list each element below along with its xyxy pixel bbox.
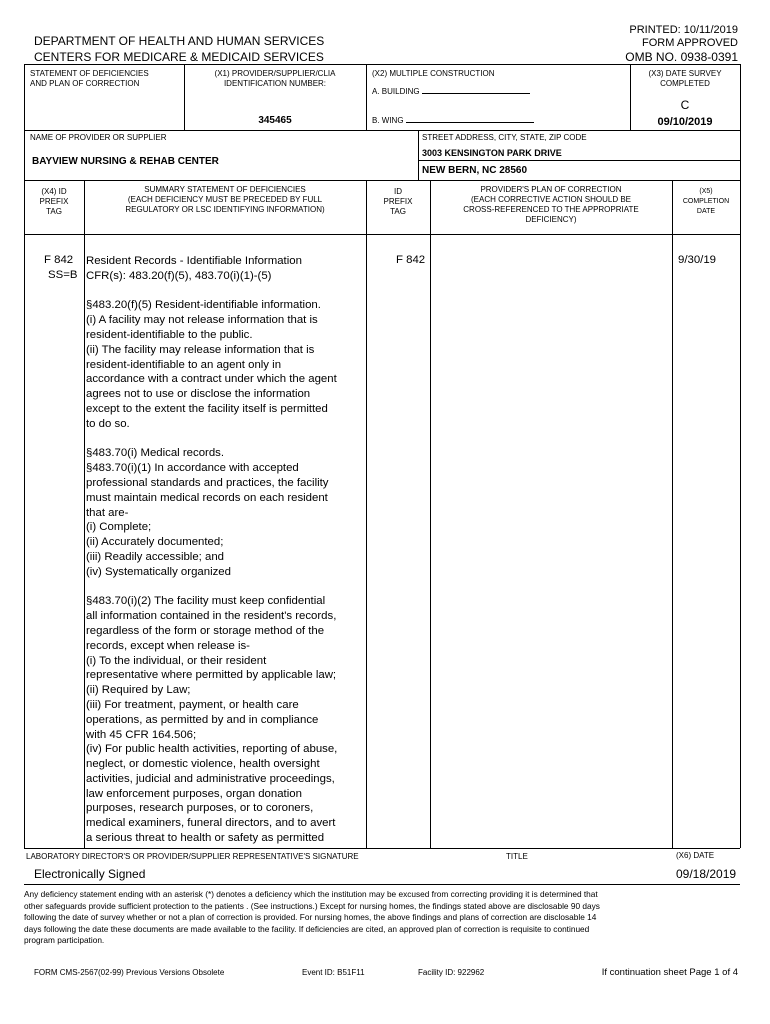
rule: [24, 130, 740, 131]
survey-date: 09/10/2019: [657, 116, 713, 128]
statement-label: [30, 69, 149, 89]
completion-date: 9/30/19: [678, 254, 717, 266]
plan-id-tag: F 842: [396, 254, 426, 266]
rule: [740, 64, 741, 848]
summary-statement-header: [84, 185, 366, 215]
id-line-3: TAG: [390, 207, 406, 216]
paragraph-medical-records: §483.70(i) Medical records. §483.70(i)(1) In accordance with accepted professional standards and practices, the facility must maintain medical records on each resident that are- (i) Complete; (ii) Accurately documented; (iii) Readily accessible; and (iv) Systematically organized: [86, 447, 329, 578]
rule: [418, 130, 419, 180]
city-state-zip: NEW BERN, NC 28560: [422, 165, 528, 176]
form-approved: FORM APPROVED: [642, 37, 738, 49]
form-number: FORM CMS-2567(02-99) Previous Versions Obsolete: [34, 968, 225, 977]
building-blank: [422, 85, 530, 94]
scope-severity: SS=B: [48, 269, 78, 281]
signature-date: 09/18/2019: [676, 867, 737, 881]
signature-label: LABORATORY DIRECTOR'S OR PROVIDER/SUPPLIER REPRESENTATIVE'S SIGNATURE: [26, 852, 359, 861]
plan-line-2: (EACH CORRECTIVE ACTION SHOULD BE: [470, 195, 632, 204]
deficiency-text: [86, 254, 364, 846]
x4-line-3: TAG: [46, 207, 62, 216]
x1-label: [184, 69, 366, 89]
rule: [24, 180, 740, 181]
rule: [24, 234, 740, 235]
date-label: (X6) DATE: [676, 851, 715, 860]
paragraph-confidentiality: §483.70(i)(2) The facility must keep confidential all information contained in the resident's records, regardless of the form or storage method of the records, except when release is- (i) To the individual, or their resident representative where permitted by applicable law; (ii) Required by Law; (iii) For treatment, payment, or health care operations, as permitted by and in compliance with 45 CFR 164.506; (iv) For public health activities, reporting of abuse, neglect, or domestic violence, health oversight activities, judicial and administrative proceedings, law enforcement purposes, organ donation purposes, research purposes, or to coroners, medical examiners, funeral directors, and to avert a serious threat to health or safety as permitted: [86, 595, 338, 845]
id-line-2: PREFIX: [383, 197, 413, 206]
provider-name: BAYVIEW NURSING & REHAB CENTER: [32, 156, 219, 167]
wing-blank: [406, 114, 534, 123]
address-label: STREET ADDRESS, CITY, STATE, ZIP CODE: [422, 133, 587, 142]
rule: [84, 180, 85, 848]
deficiency-cfr: CFR(s): 483.20(f)(5), 483.70(i)(1)-(5): [86, 269, 272, 282]
x4-line-2: PREFIX: [39, 197, 69, 206]
id-prefix-tag-header: [366, 187, 430, 217]
disclaimer-text: Any deficiency statement ending with an asterisk (*) denotes a deficiency which the institution may be excused from correcting providing it is determined that other safeguards provide sufficient protection to the patients . (See instructions.) Except for nursing homes, the findings stated above are disclosable 90 days following the date of survey whether or not a plan of correction is provided. For nursing homes, the above findings and plans of correction are disclosable 14 days following the date these documents are made available to the facility. If deficiencies are cited, an approved plan of correction is requisite to continued program participation.: [24, 889, 600, 946]
omb-number: OMB NO. 0938-0391: [625, 50, 738, 64]
rule: [24, 884, 740, 885]
survey-code: C: [680, 98, 690, 112]
rule: [24, 848, 740, 849]
rule: [672, 180, 673, 848]
summary-line-1: SUMMARY STATEMENT OF DEFICIENCIES: [144, 185, 306, 194]
completion-date-header: [672, 187, 740, 217]
centers-title: CENTERS FOR MEDICARE & MEDICAID SERVICES: [34, 50, 324, 64]
x5-line-2: COMPLETION: [682, 198, 730, 205]
rule: [366, 180, 367, 848]
x5-line-3: DATE: [696, 208, 716, 215]
plan-line-3: CROSS-REFERENCED TO THE APPROPRIATE: [463, 205, 639, 214]
rule: [430, 180, 431, 848]
facility-id: Facility ID: 922962: [418, 968, 485, 977]
title-label: TITLE: [506, 852, 528, 861]
summary-line-3: REGULATORY OR LSC IDENTIFYING INFORMATION): [125, 205, 325, 214]
provider-id-number: 345465: [258, 115, 292, 126]
rule: [418, 160, 740, 161]
date-survey-label-line-2: COMPLETED: [660, 79, 710, 88]
x1-label-line-2: IDENTIFICATION NUMBER:: [223, 79, 327, 88]
department-title: DEPARTMENT OF HEALTH AND HUMAN SERVICES: [34, 34, 325, 48]
printed-date: PRINTED: 10/11/2019: [629, 24, 738, 36]
street-address: 3003 KENSINGTON PARK DRIVE: [422, 148, 562, 158]
wing-field: [372, 114, 534, 126]
paragraph-resident-identifiable: §483.20(f)(5) Resident-identifiable information. (i) A facility may not release information that is resident-identifiable to the public. (ii) The facility may release information that is resident-identifiable to an agent only in accordance with a contract under which the agent agrees not to use or disclose the information except to the extent the facility itself is permitted to do so.: [86, 299, 337, 430]
plan-of-correction-header: [430, 185, 672, 225]
date-survey-label-line-1: (X3) DATE SURVEY: [648, 69, 722, 78]
signature-value: Electronically Signed: [34, 867, 146, 881]
x4-id-prefix-tag-header: [24, 187, 84, 217]
statement-label-line-1: STATEMENT OF DEFICIENCIES: [30, 69, 149, 78]
statement-label-line-2: AND PLAN OF CORRECTION: [30, 79, 140, 88]
x1-label-line-1: (X1) PROVIDER/SUPPLIER/CLIA: [214, 69, 336, 78]
continuation-page: If continuation sheet Page 1 of 4: [601, 967, 738, 978]
building-field: [372, 85, 530, 97]
plan-line-4: DEFICIENCY): [525, 215, 577, 224]
x4-line-1: (X4) ID: [41, 187, 67, 196]
plan-line-1: PROVIDER'S PLAN OF CORRECTION: [480, 185, 622, 194]
multiple-construction-label: (X2) MULTIPLE CONSTRUCTION: [372, 69, 495, 78]
id-line-1: ID: [394, 187, 402, 196]
deficiency-title: Resident Records - Identifiable Information: [86, 255, 302, 267]
date-survey-label: [630, 69, 740, 89]
wing-label: B. WING: [372, 116, 404, 125]
event-id: Event ID: B51F11: [302, 968, 365, 977]
building-label: A. BUILDING: [372, 87, 420, 96]
summary-line-2: (EACH DEFICIENCY MUST BE PRECEDED BY FULL: [127, 195, 323, 204]
provider-name-label: NAME OF PROVIDER OR SUPPLIER: [30, 133, 167, 142]
deficiency-tag: F 842: [44, 254, 74, 266]
x5-line-1: (X5): [699, 188, 713, 195]
rule: [24, 64, 740, 65]
rule: [366, 64, 367, 130]
rule: [24, 64, 25, 848]
